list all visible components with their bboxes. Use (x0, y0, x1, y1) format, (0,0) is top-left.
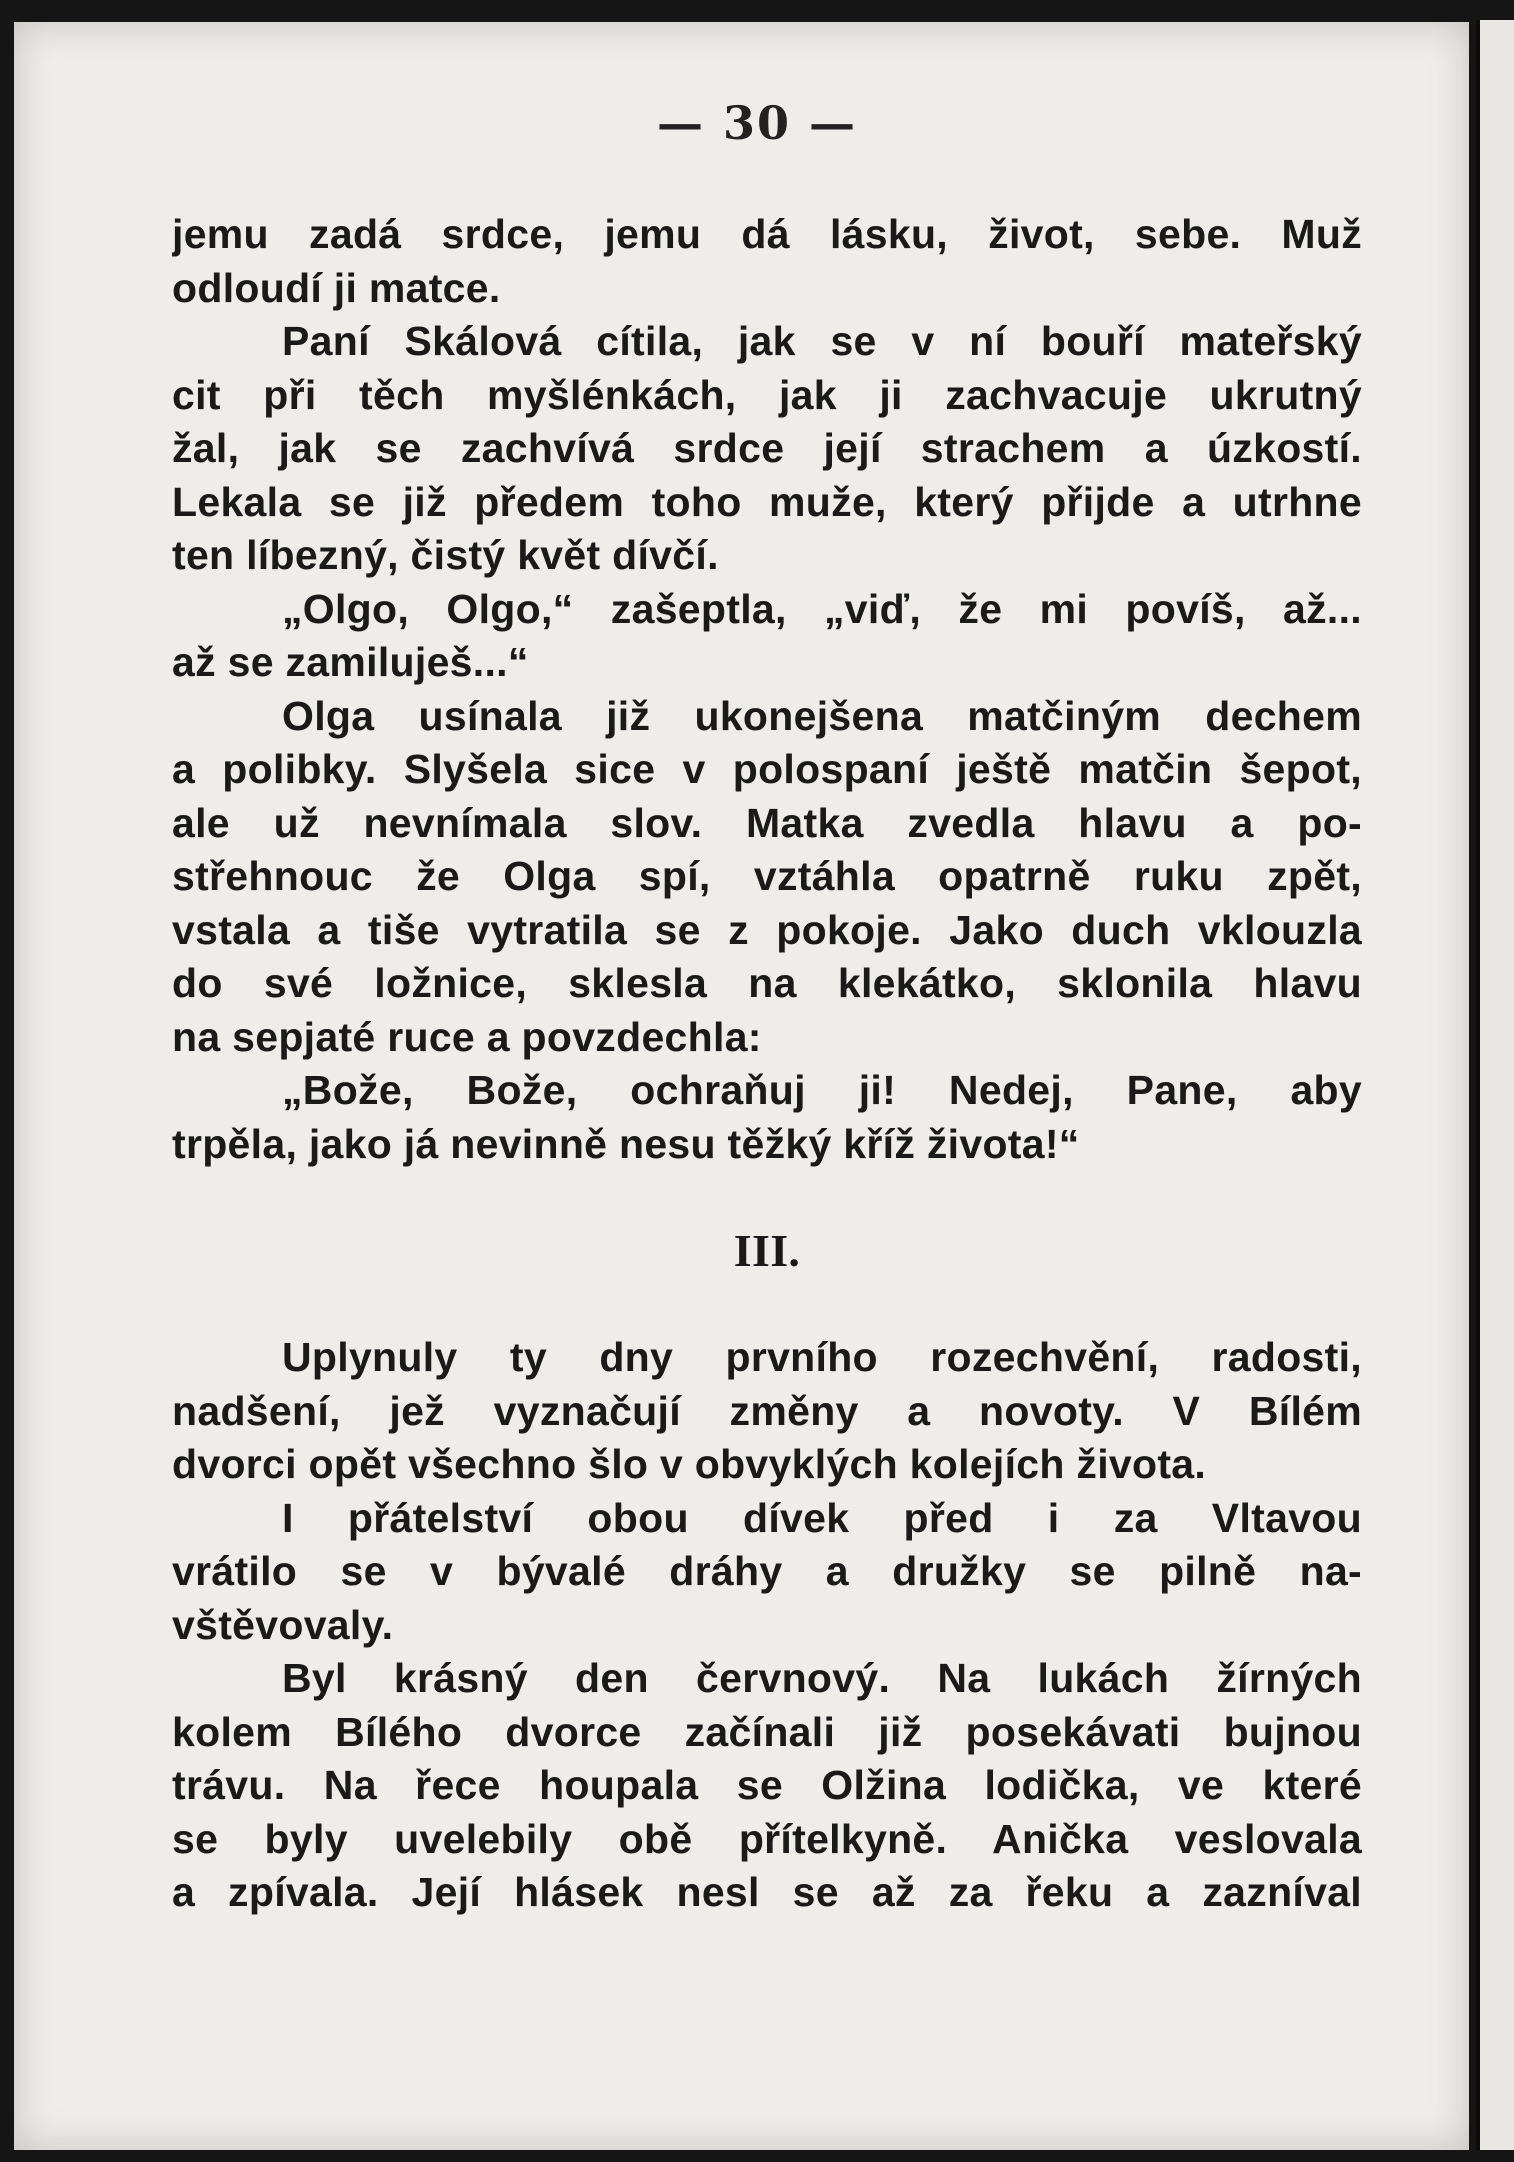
text-line: na sepjaté ruce a povzdechla: (172, 1013, 762, 1060)
page-text (172, 208, 1362, 1920)
text-line: až se zamiluješ...“ (172, 639, 529, 685)
text-line: Byl krásný den červnový. Na lukách žírných (282, 1655, 1362, 1701)
paragraph (172, 1492, 1362, 1653)
paragraph (172, 1331, 1362, 1492)
paragraph (172, 1652, 1362, 1920)
paragraph (172, 1064, 1362, 1171)
text-line: Lekala se již předem toho muže, který přijde a utrhne (172, 478, 1362, 525)
text-line: vrátilo se v bývalé dráhy a družky se pilně na- (172, 1548, 1362, 1594)
text-line: vštěvovaly. (172, 1601, 394, 1648)
text-line: „Olgo, Olgo,“ zašeptla, „viď, že mi povíš, až... (282, 585, 1362, 632)
adjacent-page-edge (1476, 20, 1514, 2150)
paragraph (172, 690, 1362, 1065)
text-line: ale už nevnímala slov. Matka zvedla hlavu a po- (172, 799, 1362, 846)
text-line: cit při těch myšlénkách, jak ji zachvacuje ukrutný (172, 371, 1362, 418)
text-line: I přátelství obou dívek před i za Vltavou (282, 1494, 1362, 1541)
chapter-heading: III. (733, 1225, 801, 1276)
section-before (172, 208, 1362, 1171)
paragraph (172, 583, 1362, 690)
paragraph (172, 315, 1362, 583)
text-line: do své ložnice, sklesla na klekátko, sklonila hlavu (172, 960, 1362, 1006)
text-line: žal, jak se zachvívá srdce její strachem a úzkostí. (172, 425, 1362, 471)
text-line: trpěla, jako já nevinně nesu těžký kříž života!“ (172, 1120, 1080, 1167)
text-line: jemu zadá srdce, jemu dá lásku, život, sebe. Muž (172, 211, 1362, 257)
text-line: ten líbezný, čistý květ dívčí. (172, 532, 719, 578)
page-number: — 30 — (656, 96, 858, 150)
text-line: nadšení, jež vyznačují změny a novoty. V Bílém (172, 1387, 1362, 1434)
section-after (172, 1331, 1362, 1920)
text-line: se byly uvelebily obě přítelkyně. Anička veslovala (172, 1815, 1362, 1862)
paragraph (172, 208, 1362, 315)
text-line: dvorci opět všechno šlo v obvyklých kolejích života. (172, 1441, 1207, 1487)
text-line: „Bože, Bože, ochraňuj ji! Nedej, Pane, aby (282, 1067, 1362, 1113)
text-line: kolem Bílého dvorce začínali již posekávati bujnou (172, 1708, 1362, 1755)
text-line: a zpívala. Její hlásek nesl se až za řeku a zazníval (172, 1869, 1362, 1915)
text-line: Paní Skálová cítila, jak se v ní bouří mateřský (282, 318, 1362, 364)
text-line: Olga usínala již ukonejšena matčiným dechem (282, 692, 1362, 739)
text-line: odloudí ji matce. (172, 264, 501, 311)
text-line: Uplynuly ty dny prvního rozechvění, radosti, (282, 1334, 1362, 1380)
text-line: vstala a tiše vytratila se z pokoje. Jako duch vklouzla (172, 906, 1362, 953)
text-line: střehnouc že Olga spí, vztáhla opatrně ruku zpět, (172, 853, 1362, 899)
text-line: a polibky. Slyšela sice v polospaní ještě matčin šepot, (172, 746, 1362, 792)
text-line: trávu. Na řece houpala se Olžina lodička, ve které (172, 1762, 1362, 1808)
